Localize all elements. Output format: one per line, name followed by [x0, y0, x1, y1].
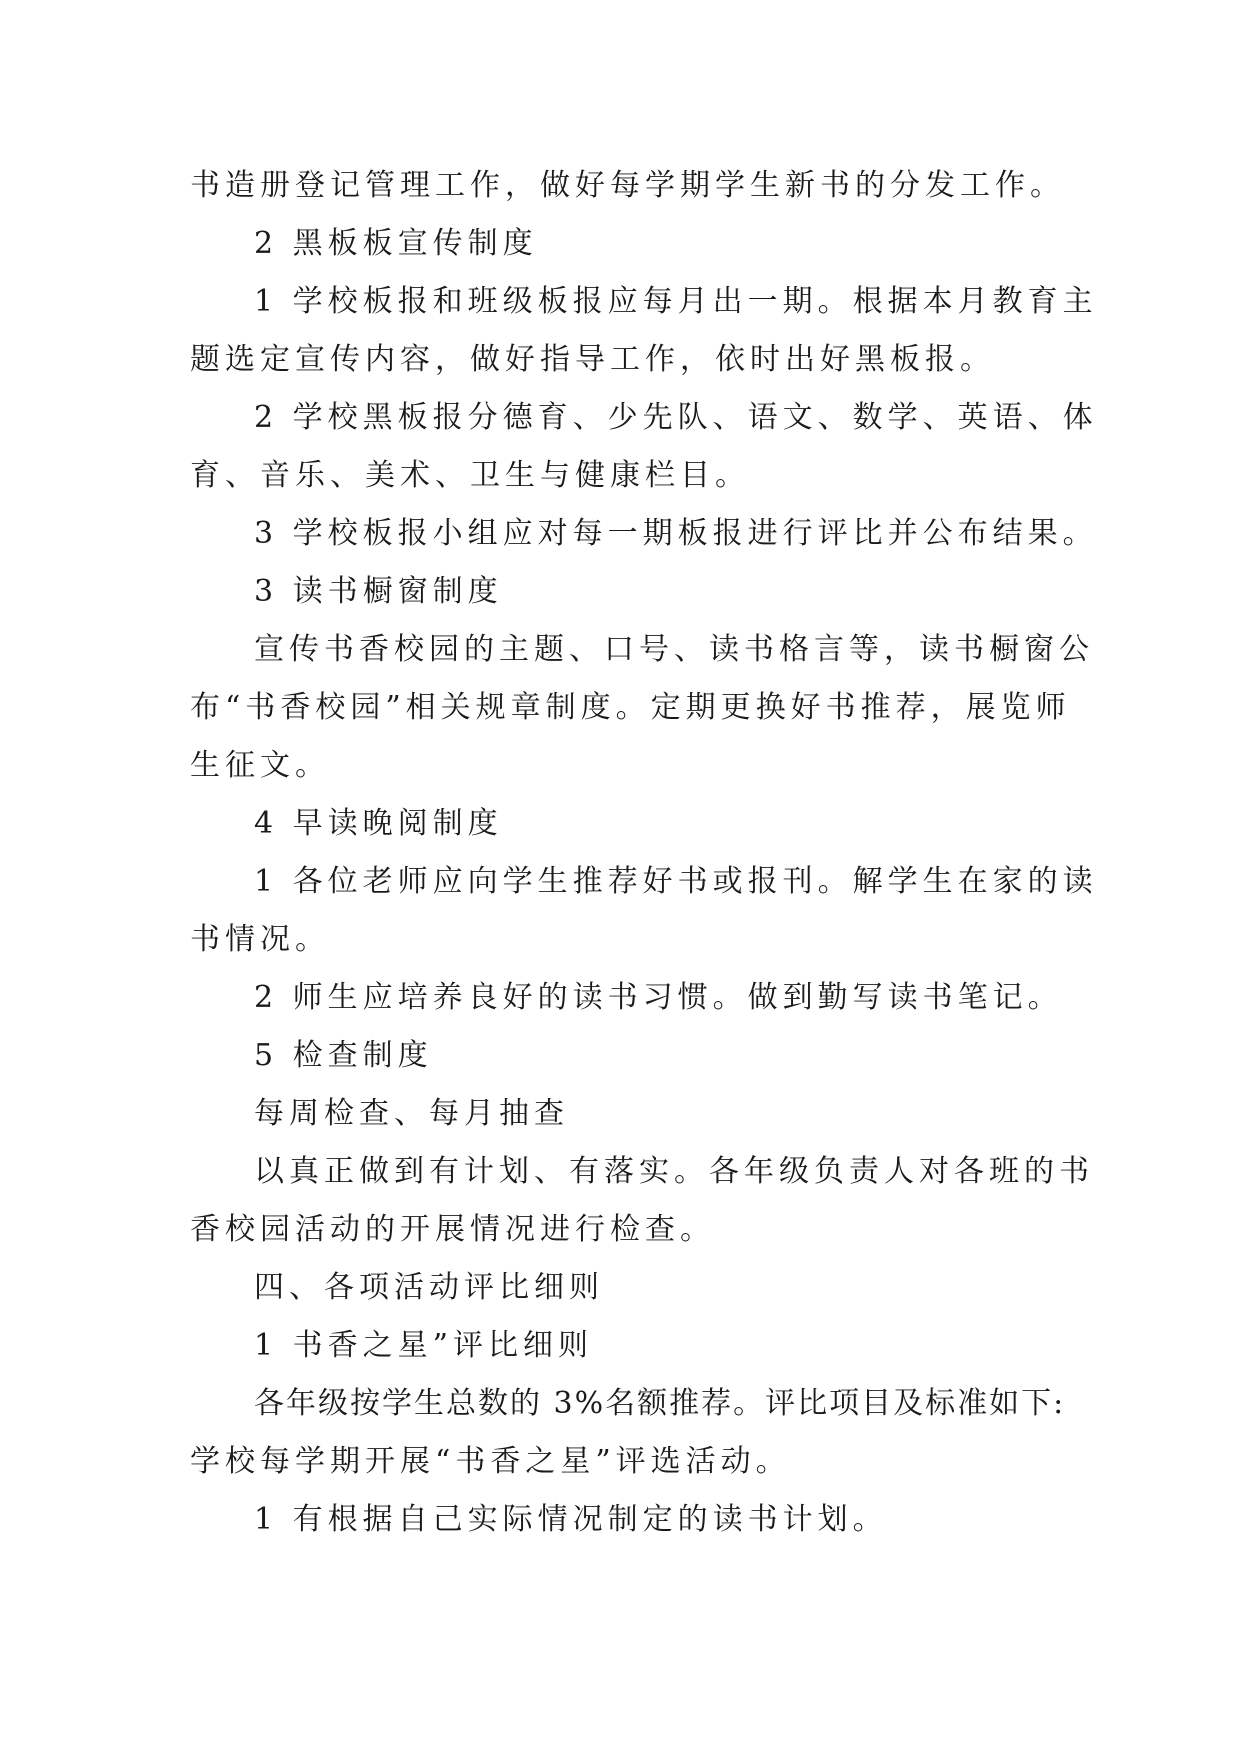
- body-line: 以真正做到有计划、有落实。各年级负责人对各班的书: [254, 1154, 1094, 1189]
- document-body: [190, 157, 1098, 1549]
- body-line: 2 师生应培养良好的读书习惯。做到勤写读书笔记。: [254, 980, 1063, 1015]
- body-line: 每周检查、每月抽查: [254, 1096, 569, 1131]
- body-line: 1 各位老师应向学生推荐好书或报刊。解学生在家的读: [254, 864, 1098, 899]
- body-line: 生征文。: [190, 748, 330, 783]
- body-line: 题选定宣传内容，做好指导工作，依时出好黑板报。: [190, 342, 995, 377]
- body-line: 1 学校板报和班级板报应每月出一期。根据本月教育主: [254, 284, 1098, 319]
- body-line: 布“书香校园”相关规章制度。定期更换好书推荐，展览师: [190, 690, 1071, 725]
- section-heading: 四、各项活动评比细则: [254, 1270, 604, 1305]
- body-line: 1 有根据自己实际情况制定的读书计划。: [254, 1502, 888, 1537]
- body-line: 3 学校板报小组应对每一期板报进行评比并公布结果。: [254, 516, 1098, 551]
- body-line: 2 学校黑板报分德育、少先队、语文、数学、英语、体: [254, 400, 1098, 435]
- body-line: 学校每学期开展“书香之星”评选活动。: [190, 1444, 791, 1479]
- body-line: 育、音乐、美术、卫生与健康栏目。: [190, 458, 750, 493]
- section-heading: 5 检查制度: [254, 1038, 433, 1073]
- section-heading: 2 黑板板宣传制度: [254, 226, 538, 261]
- body-line: 香校园活动的开展情况进行检查。: [190, 1212, 715, 1247]
- section-heading: 1 书香之星”评比细则: [254, 1328, 593, 1363]
- section-heading: 4 早读晚阅制度: [254, 806, 503, 841]
- body-line: 书造册登记管理工作，做好每学期学生新书的分发工作。: [190, 168, 1065, 203]
- section-heading: 3 读书橱窗制度: [254, 574, 503, 609]
- body-line: 书情况。: [190, 922, 330, 957]
- body-line: 宣传书香校园的主题、口号、读书格言等，读书橱窗公: [254, 632, 1094, 667]
- body-line: 各年级按学生总数的 3%名额推荐。评比项目及标准如下:: [254, 1386, 1066, 1421]
